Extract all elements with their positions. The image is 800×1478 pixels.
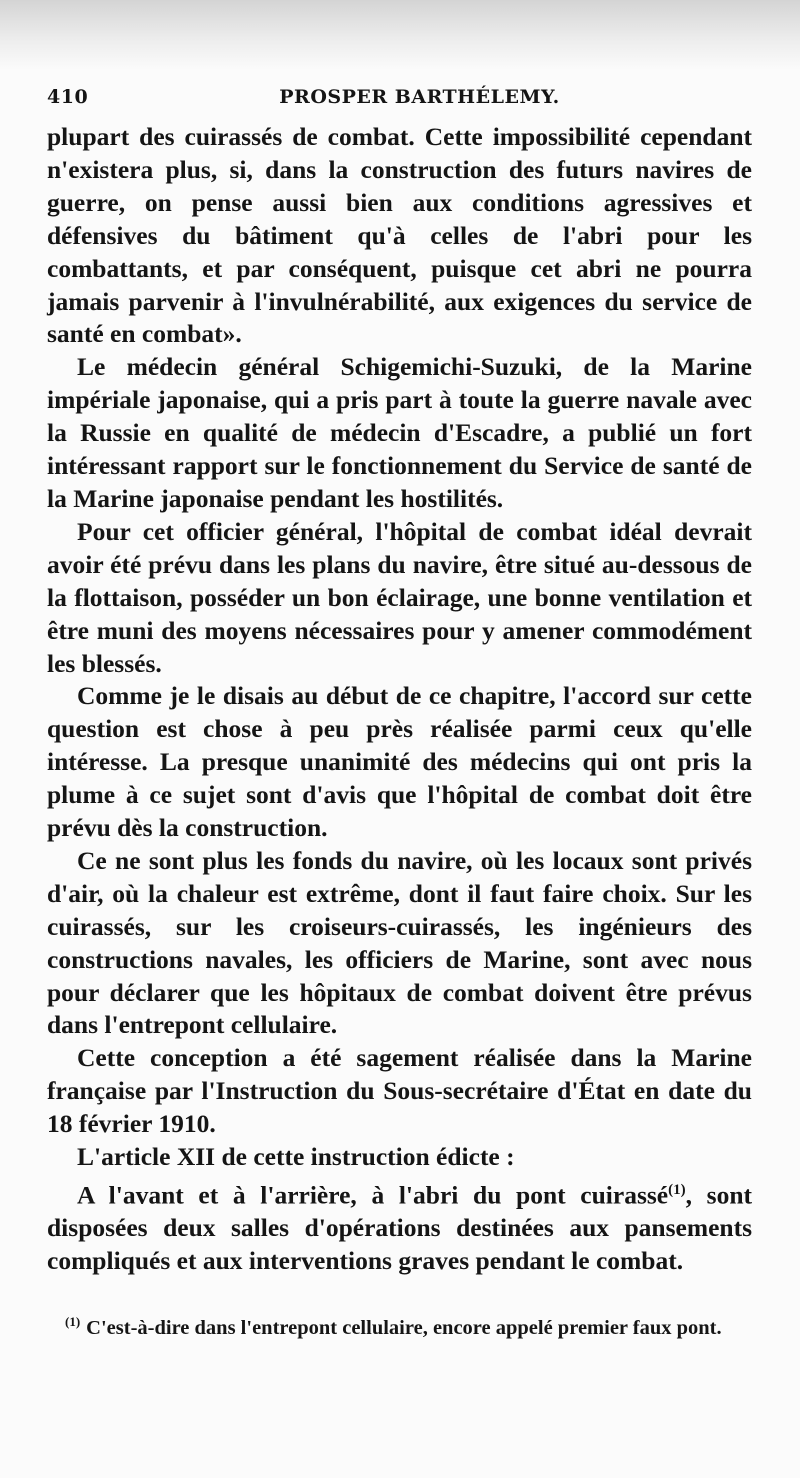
footnote: [47, 1308, 752, 1342]
paragraph: Ce ne sont plus les fonds du navire, où les locaux sont privés d'air, où la chaleur est extrême, dont il faut faire choix. Sur les cuirassés, sur les croiseurs-cuirassés, les ingénieurs des constructions navales, les officiers de Marine, sont avec nous pour déclarer que les hôpitaux de combat doivent être prévus dans l'entrepont cellulaire.: [47, 845, 752, 1040]
quoted-article-paragraph: [47, 1174, 752, 1278]
footnote-mark: (1): [65, 1314, 81, 1329]
footnote-reference: (1): [668, 1182, 686, 1198]
paragraph: L'article XII de cette instruction édicte :: [77, 1142, 515, 1172]
quoted-article-text-start: A l'avant et à l'arrière, à l'abri du pont cuirassé: [77, 1180, 669, 1210]
footnote-text: C'est-à-dire dans l'entrepont cellulaire, encore appelé premier faux pont.: [86, 1316, 722, 1339]
page-number: 410: [47, 86, 89, 108]
running-head: PROSPER BARTHÉLEMY.: [279, 86, 560, 108]
paragraph: Le médecin général Schigemichi-Suzuki, de la Marine impériale japonaise, qui a pris part à toute la guerre navale avec la Russie en qualité de médecin d'Escadre, a publié un fort intéressant rapport sur le fonctionnement du Service de santé de la Marine japonaise pendant les hostilités.: [47, 352, 752, 513]
paragraph: Cette conception a été sagement réalisée dans la Marine française par l'Instruction du Sous-secrétaire d'État en date du 18 février 1910.: [47, 1043, 752, 1139]
quoted-article-text-end: , sont disposées deux salles d'opérations destinées aux pansements compliqués et aux interventions graves pendant le combat.: [47, 1180, 752, 1276]
page-edge-shadow: [0, 0, 800, 70]
paragraph: plupart des cuirassés de combat. Cette impossibilité cependant n'existera plus, si, dans la construction des futurs navires de guerre, on pense aussi bien aux conditions agressives et défensives du bâtiment qu'à celles de l'abri pour les combattants, et par conséquent, puisque cet abri ne pourra jamais parvenir à l'invulnérabilité, aux exigences du service de santé en combat».: [47, 122, 752, 349]
page-header: [47, 86, 752, 116]
body-text: [47, 121, 752, 1278]
paragraph: Comme je le disais au début de ce chapitre, l'accord sur cette question est chose à peu près réalisée parmi ceux qu'elle intéresse. La presque unanimité des médecins qui ont pris la plume à ce sujet sont d'avis que l'hôpital de combat doit être prévu dès la construction.: [47, 681, 752, 843]
paragraph: Pour cet officier général, l'hôpital de combat idéal devrait avoir été prévu dans les plans du navire, être situé au-dessous de la flottaison, posséder un bon éclairage, une bonne ventilation et être muni des moyens nécessaires pour y amener commodément les blessés.: [47, 516, 752, 678]
